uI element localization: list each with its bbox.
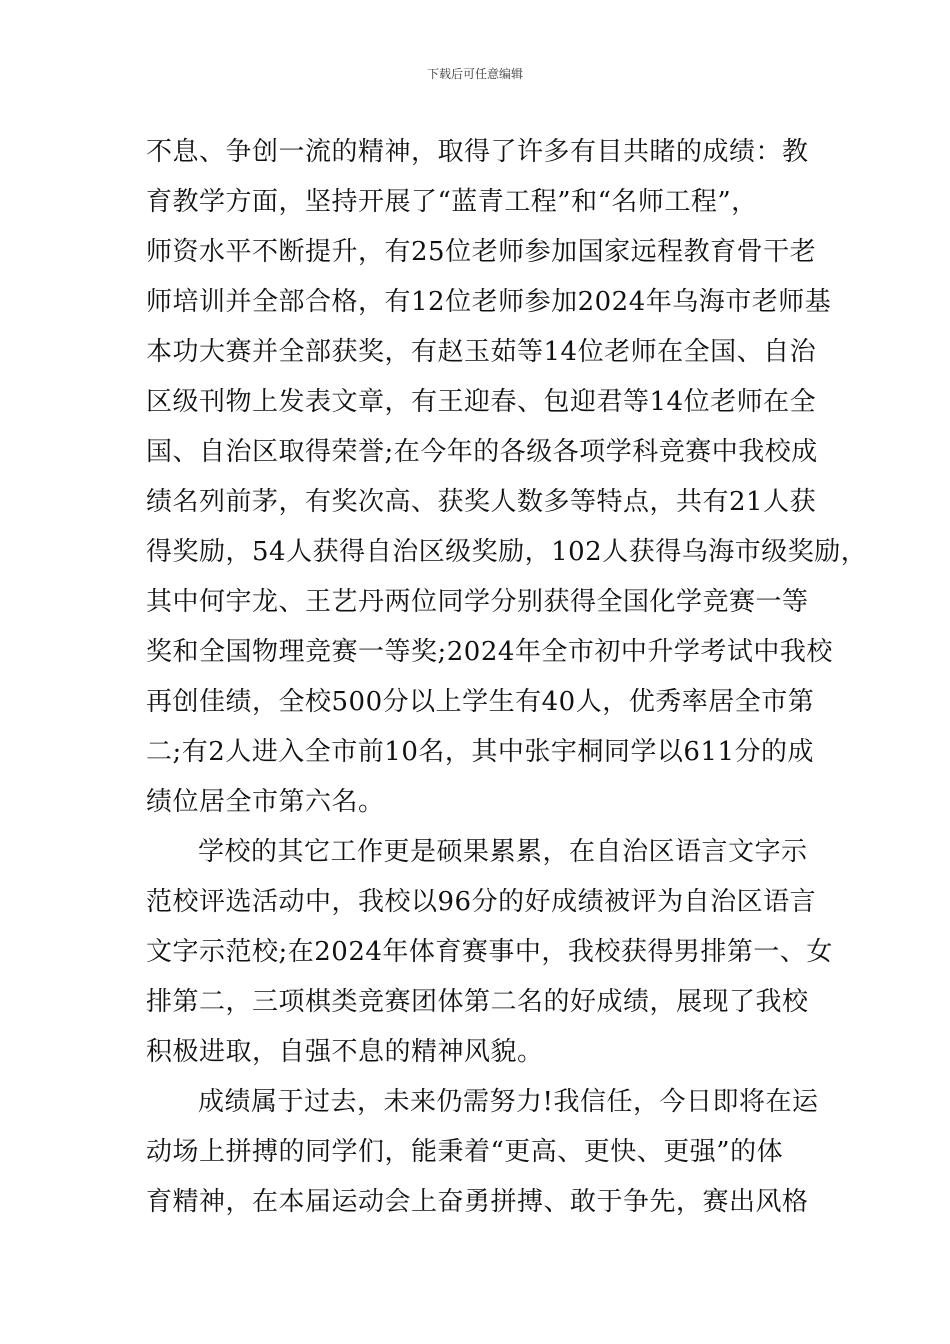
paragraph xyxy=(146,827,833,1077)
text-line: 动场上拼搏的同学们，能秉着“更高、更快、更强”的体 xyxy=(146,1137,784,1167)
text-line: 师培训并全部合格，有12位老师参加2024年乌海市老师基 xyxy=(146,287,832,317)
paragraph xyxy=(146,1077,819,1227)
text-line: 范校评选活动中，我校以96分的好成绩被评为自治区语言 xyxy=(146,887,817,917)
text-line: 本功大赛并全部获奖，有赵玉茹等14位老师在全国、自治 xyxy=(146,337,817,367)
paragraph xyxy=(146,127,868,827)
text-line: 国、自治区取得荣誉;在今年的各级各项学科竞赛中我校成 xyxy=(146,437,818,467)
text-line: 奖和全国物理竞赛一等奖;2024年全市初中升学考试中我校 xyxy=(146,637,833,667)
text-line: 不息、争创一流的精神，取得了许多有目共睹的成绩：教 xyxy=(146,137,809,167)
text-line: 再创佳绩，全校500分以上学生有40人，优秀率居全市第 xyxy=(146,687,815,717)
text-line: 区级刊物上发表文章，有王迎春、包迎君等14位老师在全 xyxy=(146,387,817,417)
text-line: 排第二，三项棋类竞赛团体第二名的好成绩，展现了我校 xyxy=(146,987,809,1017)
text-line: 其中何宇龙、王艺丹两位同学分别获得全国化学竞赛一等 xyxy=(146,587,809,617)
text-line: 二;有2人进入全市前10名，其中张宇桐同学以611分的成 xyxy=(146,737,815,767)
text-line: 成绩属于过去，未来仍需努力!我信任，今日即将在运 xyxy=(198,1087,819,1117)
text-line: 绩名列前茅，有奖次高、获奖人数多等特点，共有21人获 xyxy=(146,487,817,517)
text-line: 育教学方面，坚持开展了“蓝青工程”和“名师工程”， xyxy=(146,187,758,217)
text-line: 得奖励，54人获得自治区级奖励，102人获得乌海市级奖励， xyxy=(146,537,868,567)
page-header: 下载后可任意编辑 xyxy=(426,67,523,81)
text-line: 文字示范校;在2024年体育赛事中，我校获得男排第一、女 xyxy=(146,937,833,967)
document-body xyxy=(146,127,868,1227)
text-line: 学校的其它工作更是硕果累累，在自治区语言文字示 xyxy=(198,837,808,867)
text-line: 绩位居全市第六名。 xyxy=(146,787,385,817)
text-line: 育精神，在本届运动会上奋勇拼搏、敢于争先，赛出风格 xyxy=(146,1187,809,1217)
text-line: 积极进取，自强不息的精神风貌。 xyxy=(146,1037,544,1067)
text-line: 师资水平不断提升，有25位老师参加国家远程教育骨干老 xyxy=(146,237,817,267)
